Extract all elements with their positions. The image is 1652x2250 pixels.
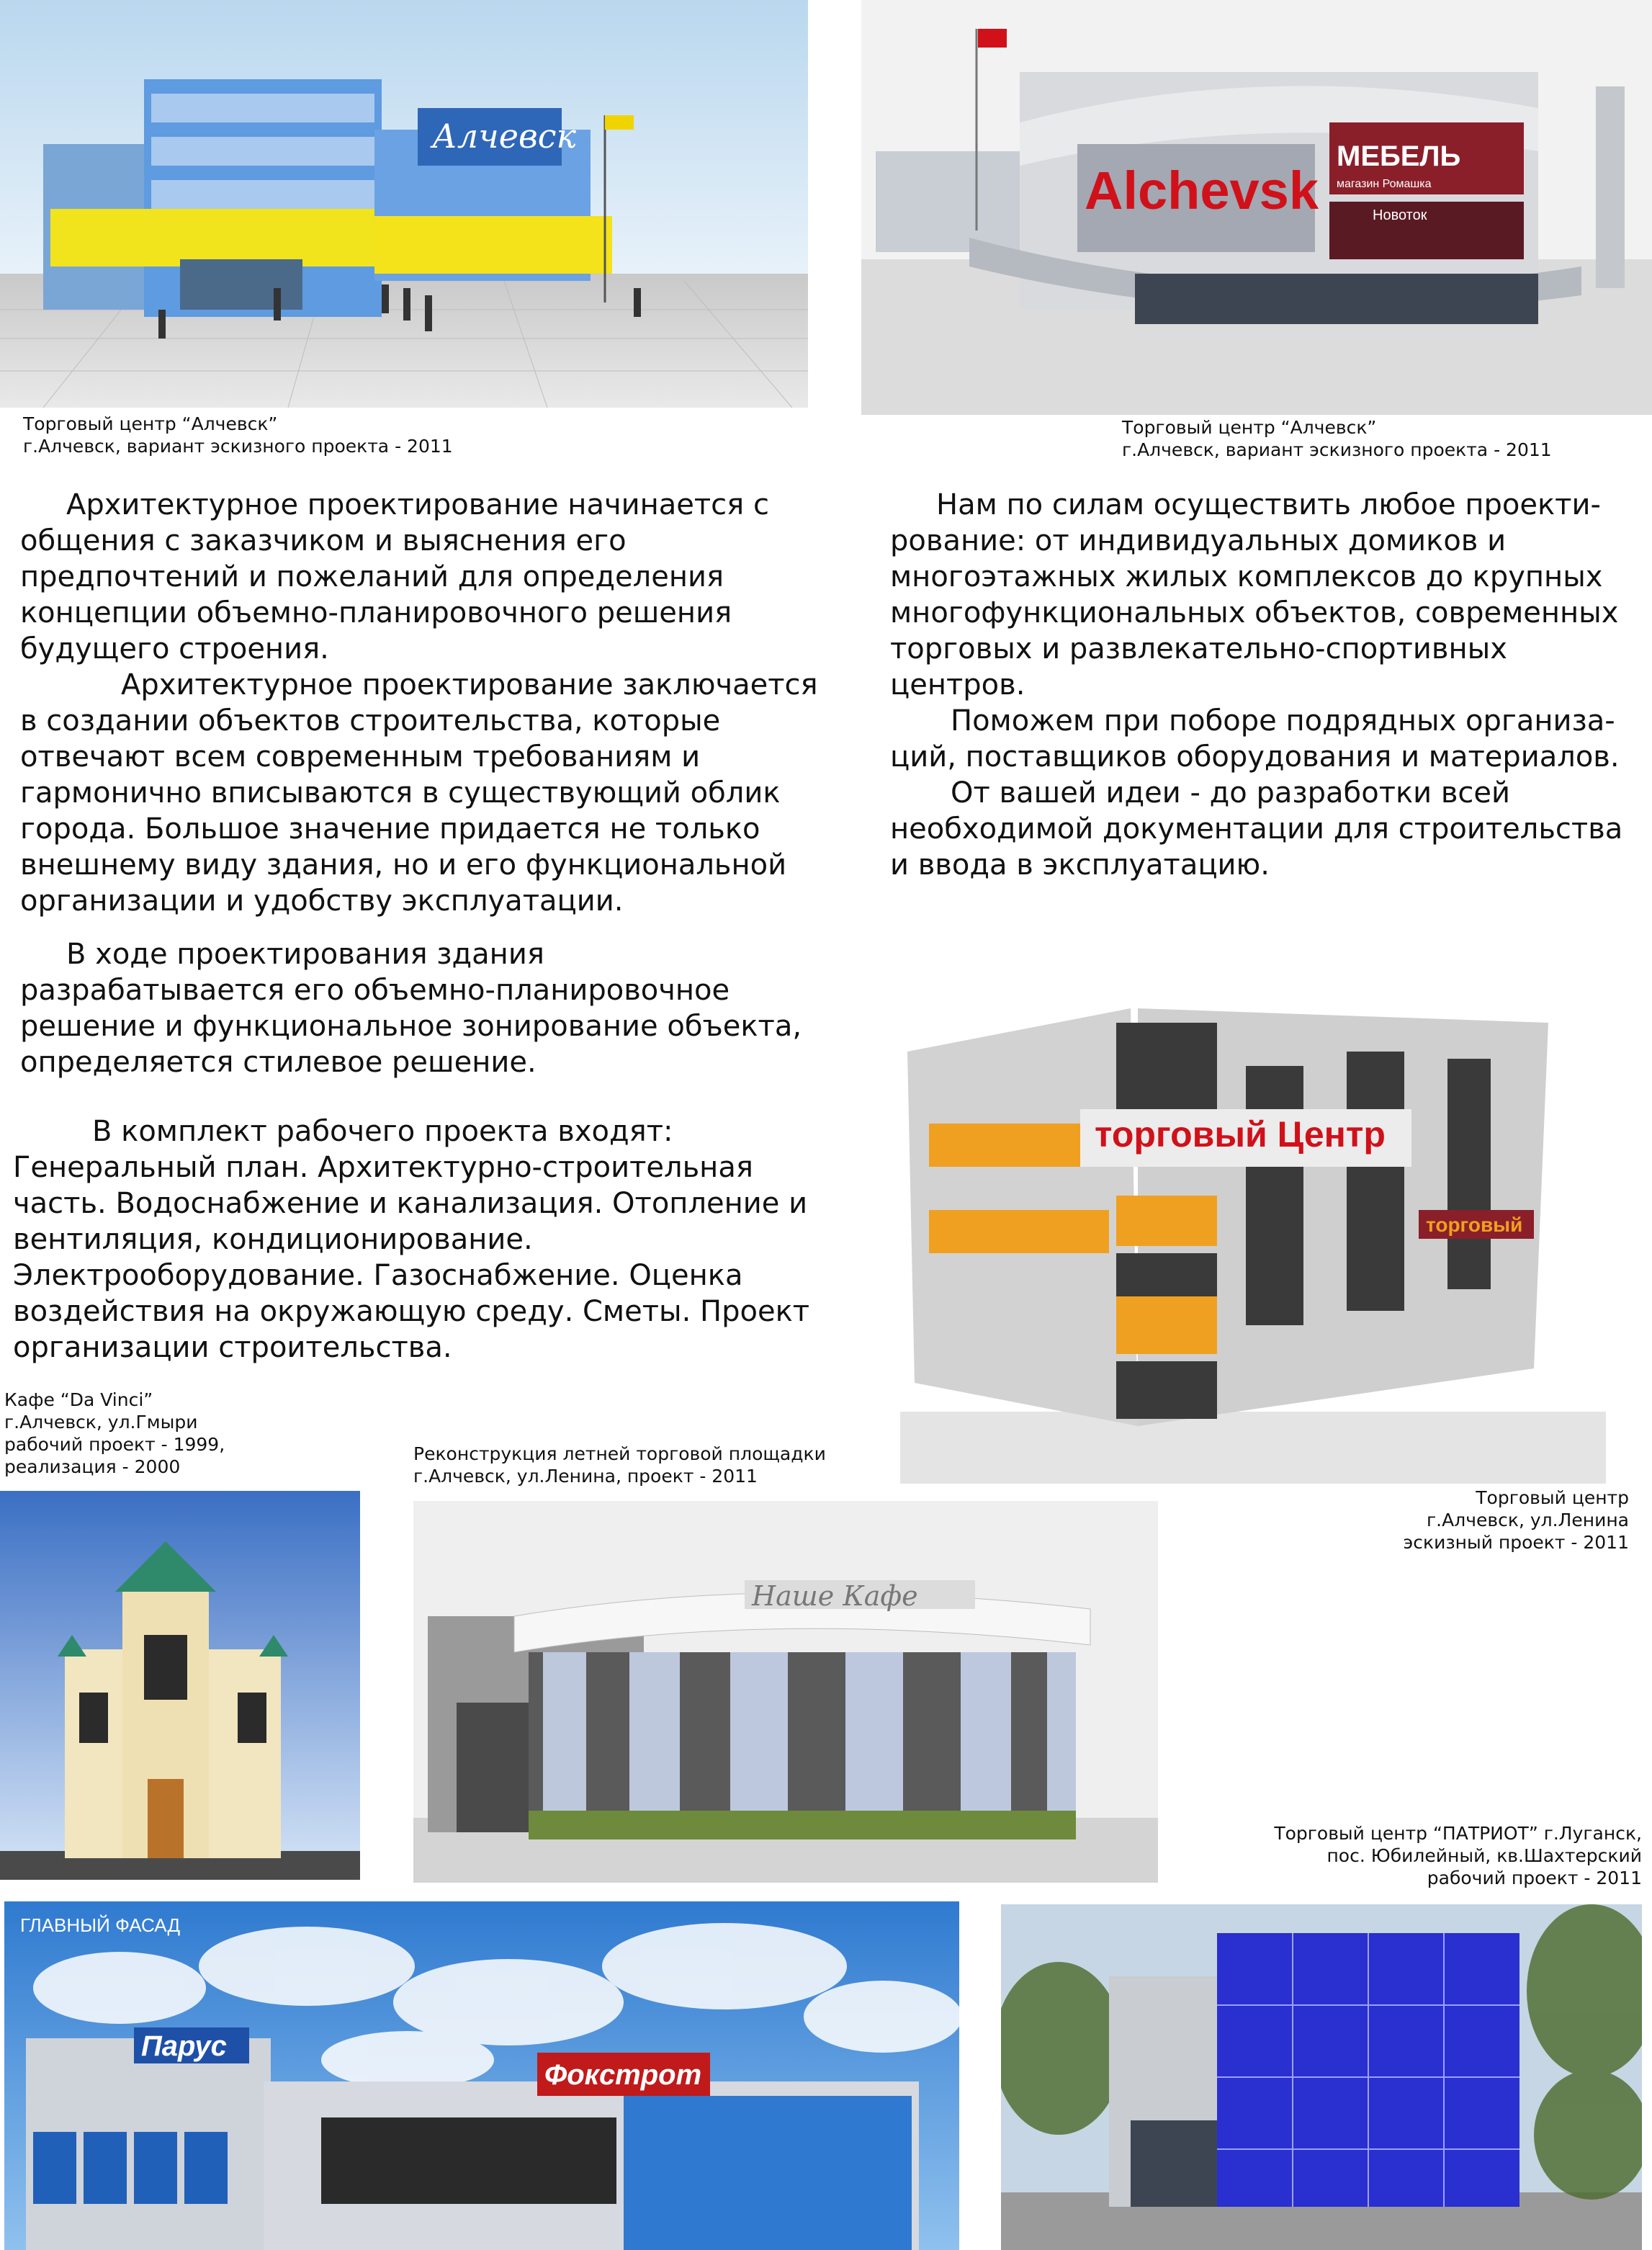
sign-parus: Парус [141,2030,227,2062]
caption-patriot [1138,1822,1642,1889]
caption-detail: г.Алчевск, ул.Ленина, проект - 2011 [413,1466,758,1487]
text-line: часть. Водоснабжение и канализация. Отопление и [13,1187,808,1220]
text-line: и ввода в эксплуатацию. [890,848,1270,882]
caption-title: Торговый центр “Алчевск” [23,413,278,434]
text-line: разрабатывается его объемно-планировочное [20,974,730,1007]
caption-title: Кафе “Da Vinci” [4,1389,153,1410]
caption-title: Торговый центр “ПАТРИОТ” г.Луганск, [1274,1823,1642,1844]
text-line: будущего строения. [20,632,329,665]
text-line: В ходе проектирования здания [66,938,544,971]
caption-trade-center [1332,1487,1629,1554]
sign-alchevsk-latin: Alchevsk [1085,161,1319,220]
text-line: определяется стилевое решение. [20,1046,537,1079]
sign-side: торговый [1426,1214,1523,1236]
caption-detail: г.Алчевск, вариант эскизного проекта - 2011 [23,436,453,457]
text-paragraph-3 [20,936,802,1080]
caption-top-left [23,413,453,457]
text-line: концепции объемно-планировочного решения [20,596,732,629]
text-line: центров. [890,668,1025,702]
text-line: Нам по силам осуществить любое проекти- [936,488,1601,521]
text-line: предпочтений и пожеланий для определения [20,560,724,593]
text-line: Генеральный план. Архитектурно-строительная [13,1151,753,1184]
caption-detail: эскизный проект - 2011 [1403,1532,1629,1553]
text-line: воздействия на окружающую среду. Сметы. Проект [13,1295,810,1328]
text-line: решение и функциональное зонирование объекта, [20,1010,802,1043]
text-line: организации и удобству эксплуатации. [20,884,624,918]
trade-center-render [900,980,1606,1484]
alchevsk-render-1 [0,0,808,408]
text-line: вентиляция, кондиционирование. [13,1223,533,1256]
text-paragraph-1 [20,487,818,919]
sign-foxtrot: Фокстрот [544,2059,702,2091]
text-line: торговых и развлекательно-спортивных [890,632,1507,665]
sign-mebel: МЕБЕЛЬ [1337,140,1461,172]
cafe-davinci-render [0,1491,360,1880]
text-line: отвечают всем современным требованиям и [20,740,701,774]
text-line: общения с заказчиком и выяснения его [20,524,627,557]
text-line: города. Большое значение придается не только [20,812,760,846]
caption-detail: рабочий проект - 2011 [1427,1868,1642,1888]
text-line: рование: от индивидуальных домиков и [890,524,1507,557]
parus-facade-render [4,1901,959,2250]
text-line: Электрооборудование. Газоснабжение. Оценка [13,1259,743,1292]
text-line: организации строительства. [13,1331,452,1364]
text-line: многофункциональных объектов, современных [890,596,1619,629]
sign-novotok: Новоток [1373,207,1427,223]
text-line: В комплект рабочего проекта входят: [92,1115,673,1148]
summer-cafe-render [413,1501,1158,1883]
sign-alchevsk: Алчевск [432,117,576,156]
caption-cafe [4,1389,225,1478]
caption-detail: реализация - 2000 [4,1456,181,1477]
caption-top-right [1122,416,1552,461]
text-line: в создании объектов строительства, которые [20,704,721,738]
caption-detail: г.Алчевск, ул.Ленина [1427,1510,1629,1530]
text-right-block [890,487,1622,883]
sign-trade-center: торговый Центр [1095,1114,1386,1155]
text-line: внешнему виду здания, но и его функциональной [20,848,787,882]
text-line: Архитектурное проектирование начинается с [66,488,769,521]
sign-romashka: магазин Ромашка [1337,178,1432,190]
caption-title: Торговый центр “Алчевск” [1122,417,1377,438]
text-paragraph-4 [13,1113,809,1366]
text-line: ций, поставщиков оборудования и материалов. [890,740,1620,774]
alchevsk-render-2 [861,0,1652,415]
text-line: Поможем при поборе подрядных организа- [951,704,1615,738]
caption-detail: г.Алчевск, ул.Гмыри [4,1412,198,1433]
caption-title: Реконструкция летней торговой площадки [413,1443,826,1464]
facade-header: ГЛАВНЫЙ ФАСАД [20,1914,181,1936]
text-line: От вашей идеи - до разработки всей [951,776,1511,810]
caption-detail: пос. Юбилейный, кв.Шахтерский [1326,1845,1642,1866]
text-line: многоэтажных жилых комплексов до крупных [890,560,1603,593]
text-line: гармонично вписываются в существующий облик [20,776,781,810]
caption-detail: рабочий проект - 1999, [4,1434,225,1455]
caption-summer [413,1443,826,1487]
text-line: необходимой документации для строительства [890,812,1623,846]
caption-detail: г.Алчевск, вариант эскизного проекта - 2011 [1122,439,1552,460]
sign-cafe: Наше Кафе [752,1580,918,1612]
patriot-render [1001,1904,1642,2250]
text-line: Архитектурное проектирование заключается [121,668,818,702]
caption-title: Торговый центр [1476,1487,1629,1508]
